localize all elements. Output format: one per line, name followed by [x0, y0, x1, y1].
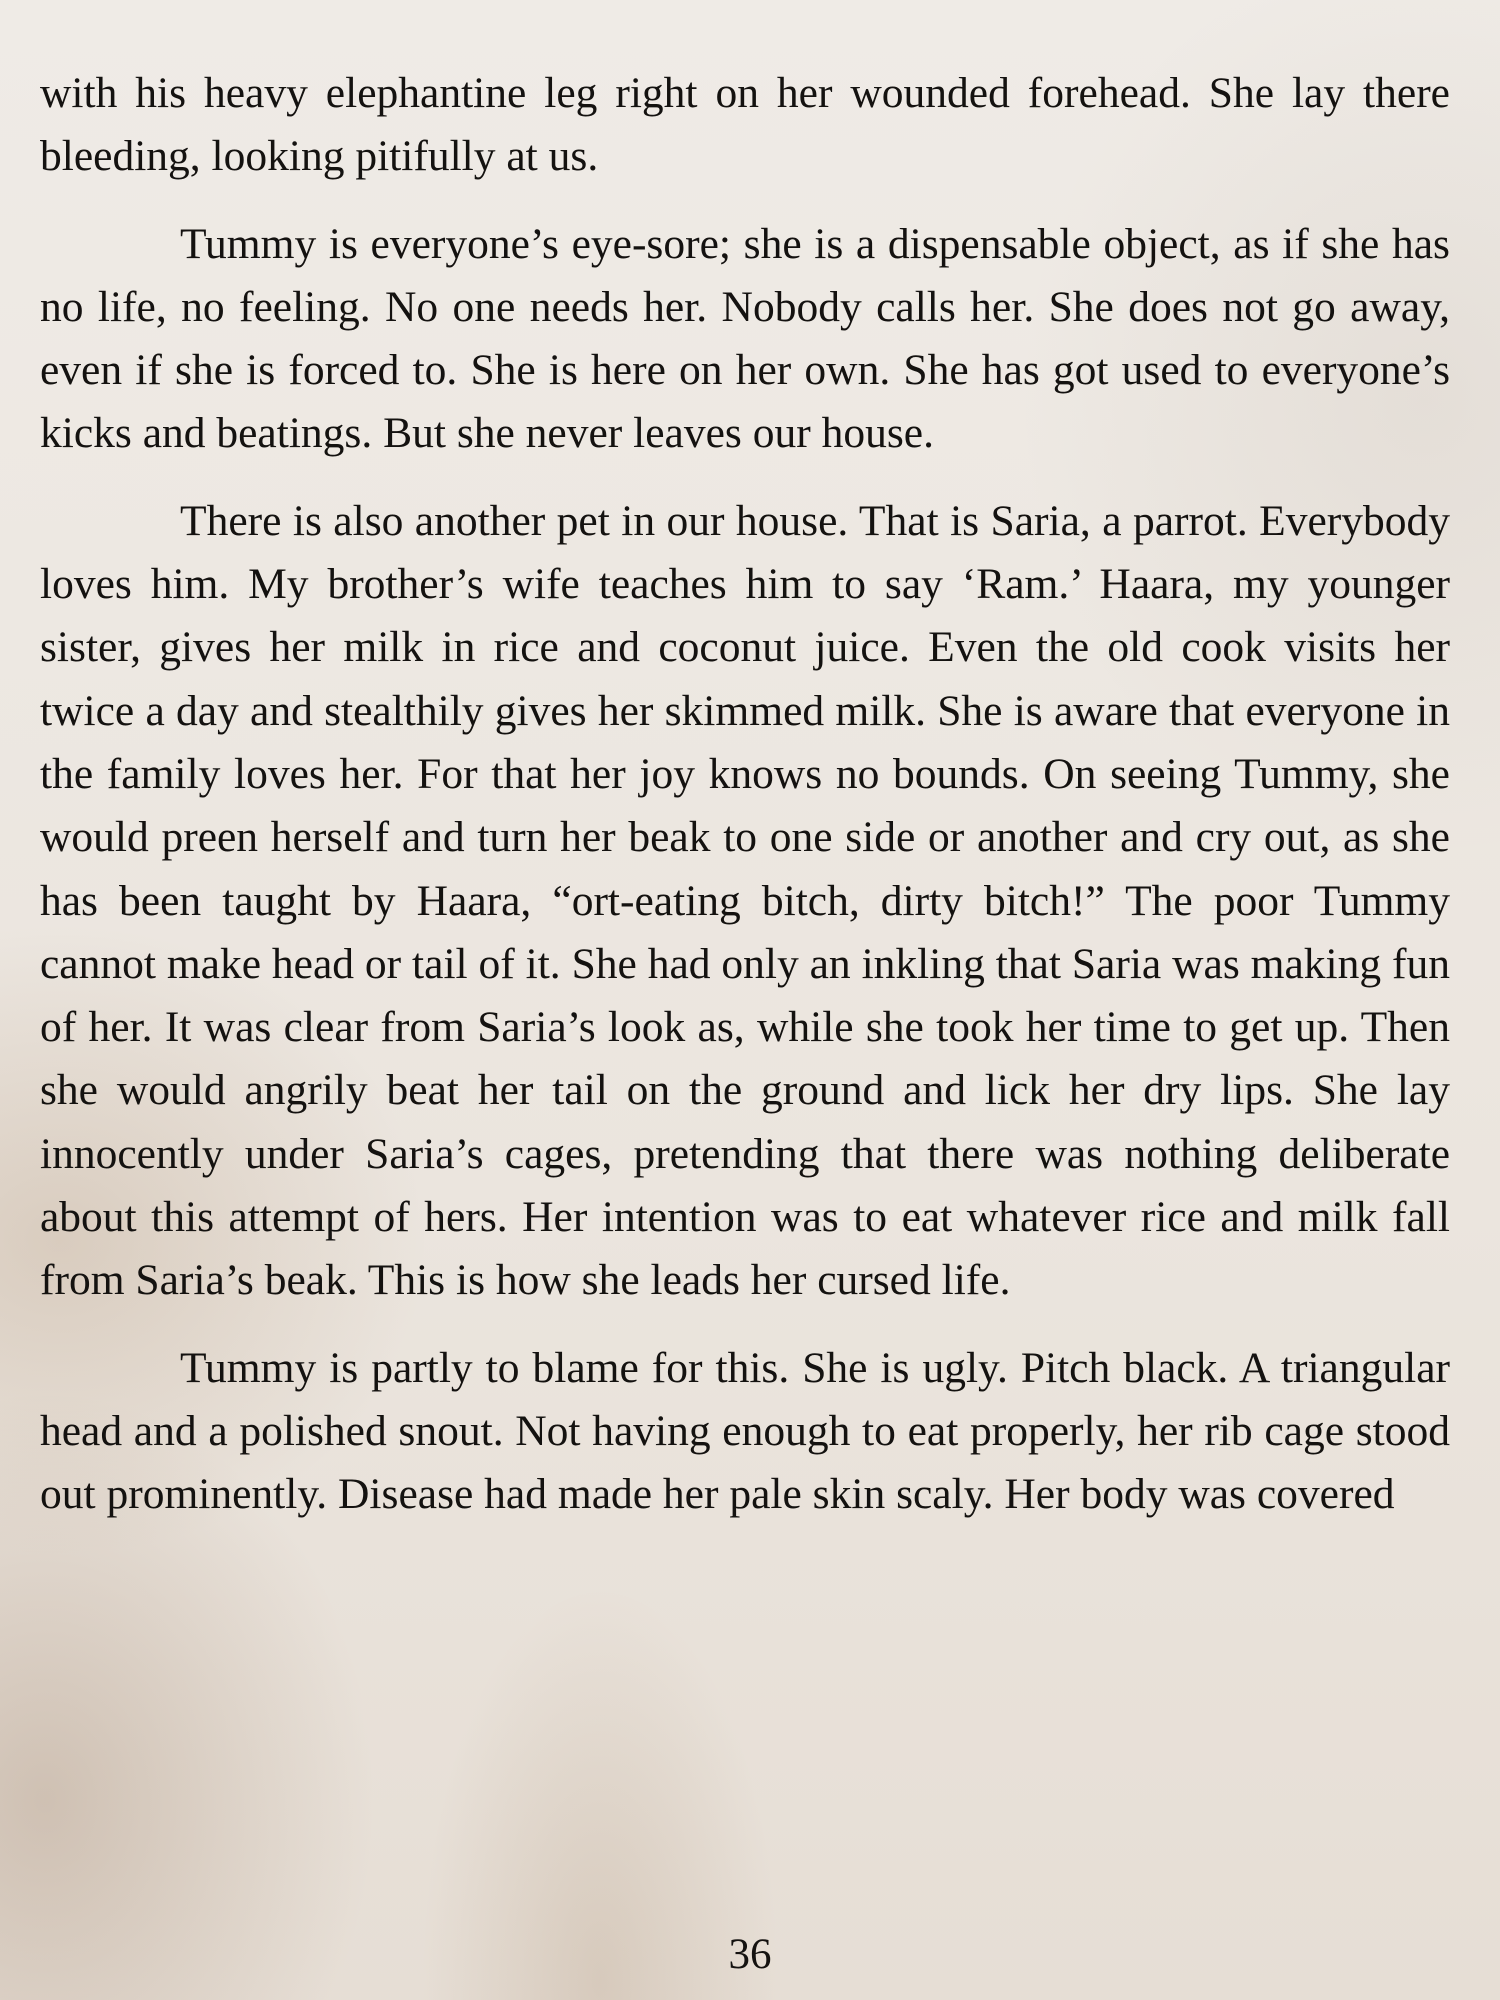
paragraph-continuation: with his heavy elephantine leg right on her wounded forehead. She lay there bleeding, looking pitifully at us. [40, 69, 1450, 181]
paragraph-saria-parrot: There is also another pet in our house. That is Saria, a parrot. Everybody loves him. My brother’s wife teaches him to say ‘Ram.’ Haara, my younger sister, gives her milk in rice and coconut juice. Even the old cook visits her twice a day and stealthily gives her skimmed milk. She is aware that everyone in the family loves her. For that her joy knows no bounds. On seeing Tummy, she would preen herself and turn her beak to one side or another and cry out, as she has been taught by Haara, “ort-eating bitch, dirty bitch!” The poor Tummy cannot make head or tail of it. She had only an inkling that Saria was making fun of her. It was clear from Saria’s look as, while she took her time to get up. Then she would angrily beat her tail on the ground and lick her dry lips. She lay innocently under Saria’s cages, pretending that there was nothing deliberate about this attempt of hers. Her intention was to eat whatever rice and milk fall from Saria’s beak. This is how she leads her cursed life. [40, 496, 1450, 1305]
paragraph-tummy-ugly: Tummy is partly to blame for this. She is ugly. Pitch black. A triangular head and a polished snout. Not having enough to eat properly, her rib cage stood out prominently. Disease had made her pale skin scaly. Her body was covered [40, 1343, 1450, 1519]
page-number: 36 [728, 1931, 772, 1978]
paragraph-tummy-eyesore: Tummy is everyone’s eye-sore; she is a dispensable object, as if she has no life, no feeling. No one needs her. Nobody calls her. She does not go away, even if she is forced to. She is here on her own. She has got used to everyone’s kicks and beatings. But she never leaves our house. [40, 219, 1450, 458]
page-body-text [40, 62, 1450, 1527]
